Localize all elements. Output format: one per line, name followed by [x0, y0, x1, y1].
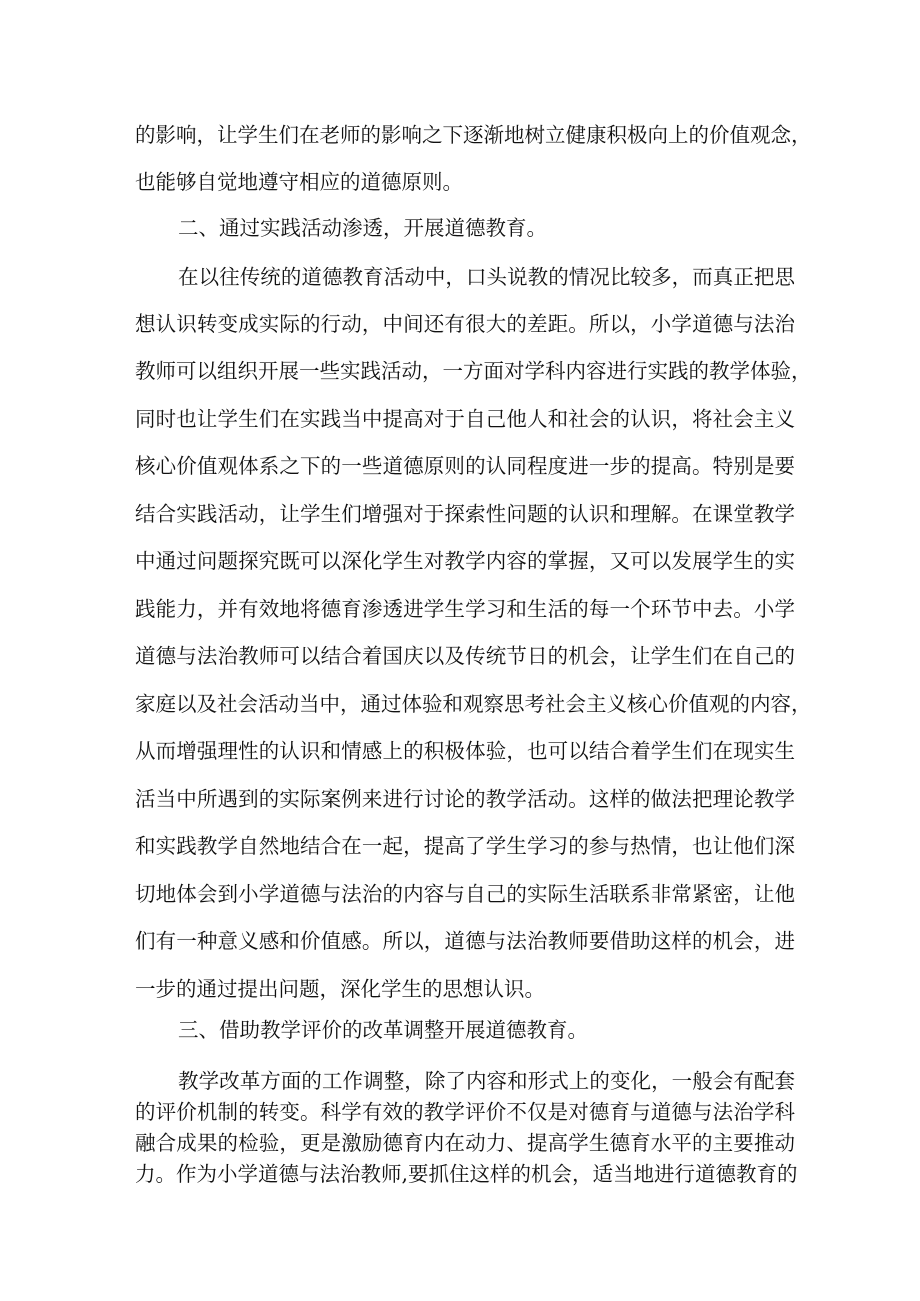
paragraph-line: 们有一种意义感和价值感。所以，道德与法治教师要借助这样的机会，进 [135, 929, 795, 953]
paragraph-line: 和实践教学自然地结合在一起，提高了学生学习的参与热情，也让他们深 [135, 834, 795, 858]
paragraph-line: 道德与法治教师可以结合着国庆以及传统节日的机会，让学生们在自己的 [135, 644, 795, 668]
paragraph-line: 教学改革方面的工作调整，除了内容和形式上的变化，一般会有配套 [178, 1069, 795, 1093]
paragraph-line: 力。作为小学道德与法治教师,要抓住这样的机会，适当地进行道德教育的 [135, 1162, 798, 1186]
paragraph-line: 也能够自觉地遵守相应的道德原则。 [135, 170, 463, 194]
section-heading-3: 三、借助教学评价的改革调整开展道德教育。 [178, 1018, 588, 1042]
paragraph-line: 在以往传统的道德教育活动中，口头说教的情况比较多，而真正把思 [178, 265, 795, 289]
paragraph-line: 践能力，并有效地将德育渗透进学生学习和生活的每一个环节中去。小学 [135, 597, 795, 621]
paragraph-line: 融合成果的检验，更是激励德育内在动力、提高学生德育水平的主要推动 [135, 1131, 795, 1155]
paragraph-line: 中通过问题探究既可以深化学生对教学内容的掌握，又可以发展学生的实 [135, 549, 795, 573]
paragraph-line: 家庭以及社会活动当中，通过体验和观察思考社会主义核心价值观的内容， [135, 692, 812, 716]
paragraph-line: 从而增强理性的认识和情感上的积极体验，也可以结合着学生们在现实生 [135, 739, 795, 763]
paragraph-line: 的评价机制的转变。科学有效的教学评价不仅是对德育与道德与法治学科 [135, 1100, 795, 1124]
paragraph-line: 教师可以组织开展一些实践活动，一方面对学科内容进行实践的教学体验， [135, 359, 812, 383]
section-heading-2: 二、通过实践活动渗透，开展道德教育。 [178, 216, 547, 240]
paragraph-line: 想认识转变成实际的行动，中间还有很大的差距。所以，小学道德与法治 [135, 312, 795, 336]
paragraph-line: 核心价值观体系之下的一些道德原则的认同程度进一步的提高。特别是要 [135, 454, 795, 478]
paragraph-line: 一步的通过提出问题，深化学生的思想认识。 [135, 977, 545, 1001]
paragraph-line: 的影响，让学生们在老师的影响之下逐渐地树立健康积极向上的价值观念， [135, 123, 812, 147]
paragraph-line: 切地体会到小学道德与法治的内容与自己的实际生活联系非常紧密，让他 [135, 882, 795, 906]
paragraph-line: 同时也让学生们在实践当中提高对于自己他人和社会的认识，将社会主义 [135, 407, 795, 431]
paragraph-line: 结合实践活动，让学生们增强对于探索性问题的认识和理解。在课堂教学 [135, 502, 795, 526]
paragraph-line: 活当中所遇到的实际案例来进行讨论的教学活动。这样的做法把理论教学 [135, 787, 795, 811]
